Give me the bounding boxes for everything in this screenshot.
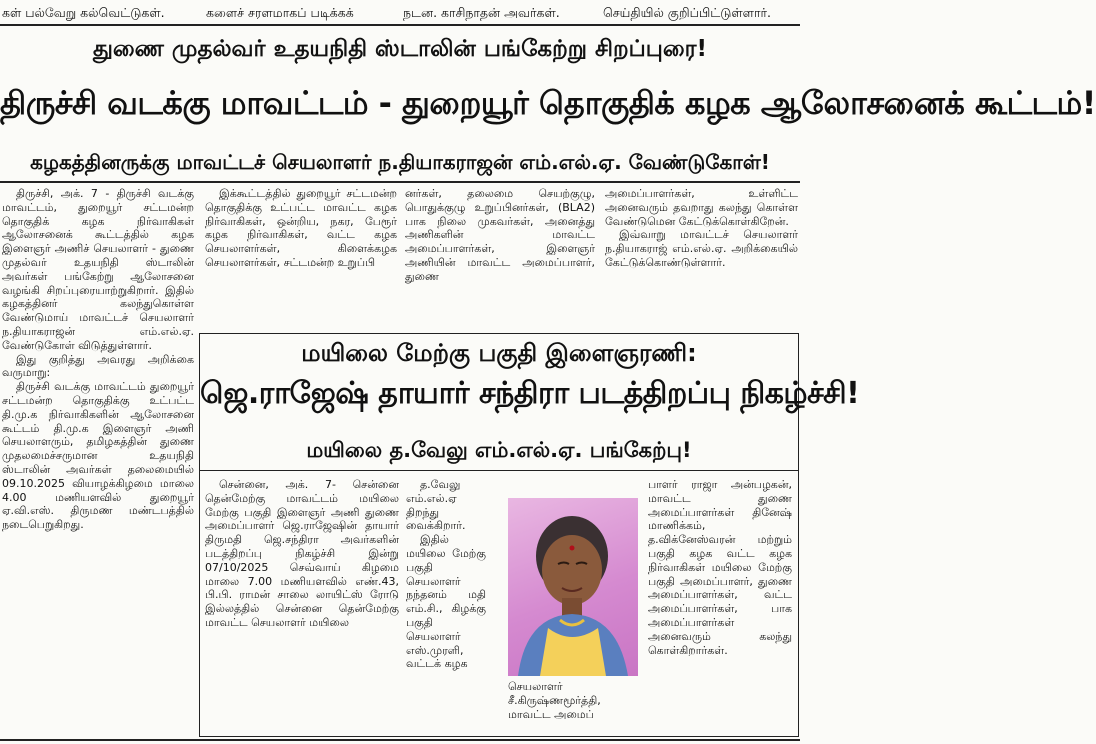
top-column-2-fragment: களைச் சரளமாகப் படிக்கக் xyxy=(206,5,354,20)
portrait-photo xyxy=(508,498,638,676)
article1-kicker: துணை முதல்வர் உதயநிதி ஸ்டாலின் பங்கேற்று சிறப்புரை! xyxy=(92,36,708,62)
subhead-divider xyxy=(0,181,800,183)
article1-column-1: திருச்சி, அக். 7 - திருச்சி வடக்கு மாவட்டம், துறையூர் சட்டமன்ற தொகுதிக் கழக நிர்வாகிகள் ஆலோசனைக் கூட்டத்தில் கழக இளைஞர் அணிச் செயலாளர் - துணை முதல்வர் உதயநிதி ஸ்டாலின் அவர்கள் பங்கேற்று ஆலோசனை வழங்கி சிறப்புரையாற்றுகிறார். இதில் கழகத்தினர் கலந்துகொள்ள வேண்டுமாய் மாவட்டச் செயலாளர் ந.தியாகராஜன் எம்.எல்.ஏ. வேண்டுகோள் விடுத்துள்ளார். இது குறித்து அவரது அறிக்கை வருமாறு: திருச்சி வடக்கு மாவட்டம் துறையூர் சட்டமன்ற தொகுதிக்கு உட்பட்ட தி.மு.க நிர்வாகிகளின் ஆலோசனை கூட்டம் தி.மு.க இளைஞர் அணி செயலாளரும், தமிழகத்தின் துணை முதலமைச்சருமான உதயநிதி ஸ்டாலின் அவர்கள் தலைமையில் 09.10.2025 வியாழக்கிழமை மாலை 4.00 மணியளவில் துறையூர் ஏ.வி.எஸ். திருமண மண்டபத்தில் நடைபெறுகிறது. xyxy=(2,187,194,532)
article1-column-4: அமைப்பாளர்கள், உள்ளிட்ட அனைவரும் தவறாது கலந்து கொள்ள வேண்டுமென கேட்டுக்கொள்கிறேன். இவ்வாறு மாவட்டச் செயலாளர் ந.தியாகராஜ் எம்.எல்.ஏ. அறிக்கையில் கேட்டுக்கொண்டுள்ளார். xyxy=(605,187,798,269)
top-divider xyxy=(0,24,800,26)
article2-headline: ஜெ.ராஜேஷ் தாயார் சந்திரா படத்திறப்பு நிகழ்ச்சி! xyxy=(200,376,860,411)
article2-kicker: மயிலை மேற்கு பகுதி இளைஞரணி: xyxy=(301,339,697,367)
article2-box xyxy=(199,333,860,737)
article2-column-1: சென்னை, அக். 7- சென்னை தென்மேற்கு மாவட்டம் மயிலை மேற்கு பகுதி இளைஞர் அணி துணை அமைப்பாளர் ஜெ.ராஜேஷின் தாயார் திருமதி ஜெ.சந்திரா அவர்களின் படத்திறப்பு நிகழ்ச்சி இன்று 07/10/2025 செவ்வாய் கிழமை மாலை 7.00 மணியளவில் எண்.43, பி.பி. ராமன் சாலை லாயிட்ஸ் ரோடு இல்லத்தில் சென்னை தென்மேற்கு மாவட்ட செயலாளர் மயிலை xyxy=(205,478,399,629)
top-column-3-fragment: நடன. காசிநாதன் அவர்கள். xyxy=(403,5,560,20)
article2-column-2: த.வேலு எம்.எல்.ஏ திறந்து வைக்கிறார். இதில் மயிலை மேற்கு பகுதி செயலாளர் நந்தனம் மதி எம்.சி., கிழக்கு பகுதி செயலாளர் எஸ்.முரளி, வட்டக் கழக xyxy=(406,478,486,671)
article2-subheadline: மயிலை த.வேலு எம்.எல்.ஏ. பங்கேற்பு! xyxy=(306,438,692,462)
top-column-4-fragment: செய்தியில் குறிப்பிட்டுள்ளார். xyxy=(603,5,771,20)
article2-column-4: பாளர் ராஜா அன்பழகன், மாவட்ட துணை அமைப்பாளர்கள் தினேஷ் மாணிக்கம், த.விக்னேஸ்வரன் மற்றும் பகுதி கழக வட்ட கழக நிர்வாகிகள் மயிலை மேற்கு பகுதி அமைப்பாளர், துணை அமைப்பாளர்கள், வட்ட அமைப்பாளர்கள், பாக அமைப்பாளர்கள் அனைவரும் கலந்து கொள்கிறார்கள். xyxy=(648,478,792,657)
article1-column-3: னர்கள், தலைமை செயற்குழு, பொதுக்குழு உறுப்பினர்கள், (BLA2) பாக நிலை முகவர்கள், அனைத்து அணிகளின் மாவட்ட அமைப்பாளர்கள், இளைஞர் அணியின் மாவட்ட அமைப்பாளர், துணை xyxy=(405,187,595,283)
portrait-illustration xyxy=(508,498,638,676)
top-column-1-fragment: கள் பல்வேறு கல்வெட்டுகள். xyxy=(2,5,165,20)
article1-subheadline: கழகத்தினருக்கு மாவட்டச் செயலாளர் ந.தியாகராஜன் எம்.எல்.ஏ. வேண்டுகோள்! xyxy=(30,150,770,174)
article1-column-2: இக்கூட்டத்தில் துறையூர் சட்டமன்ற தொகுதிக்கு உட்பட்ட மாவட்ட கழக நிர்வாகிகள், ஒன்றிய, நகர, பேரூர் கழக நிர்வாகிகள், வட்ட கழக செயலாளர்கள், கிளைக்கழக செயலாளர்கள், சட்டமன்ற உறுப்பி xyxy=(205,187,397,269)
article2-column-3: செயலாளர் சீ.கிருஷ்ணமூர்த்தி, மாவட்ட அமைப் xyxy=(508,680,601,721)
bottom-divider xyxy=(0,739,800,741)
article2-divider xyxy=(200,470,798,471)
article1-headline: திருச்சி வடக்கு மாவட்டம் - துறையூர் தொகுதிக் கழக ஆலோசனைக் கூட்டம்! xyxy=(0,84,1096,122)
